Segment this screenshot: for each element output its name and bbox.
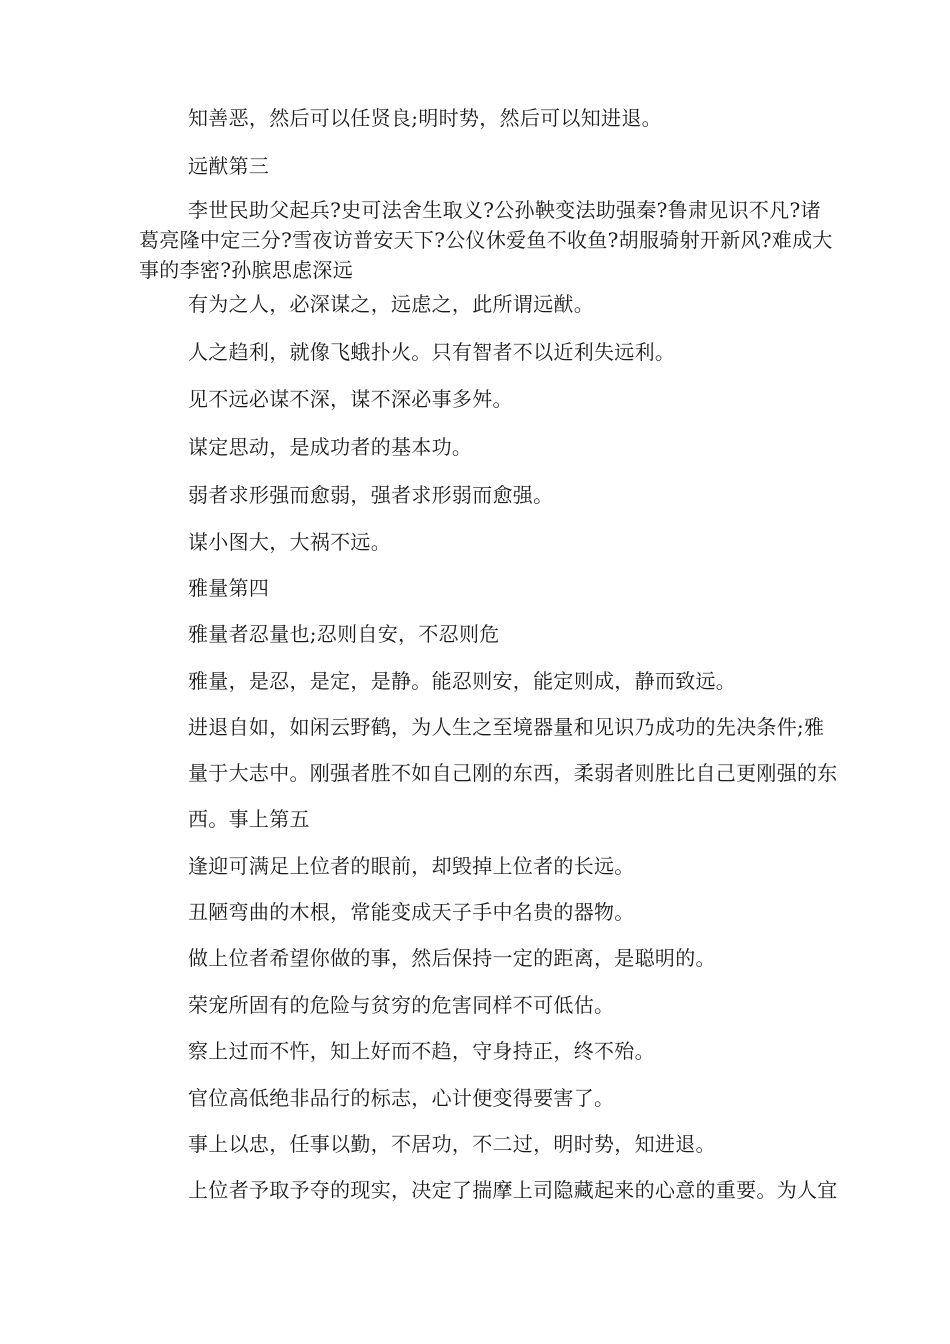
text-paragraph: 李世民助父起兵?史可法舍生取义?公孙鞅变法助强秦?鲁肃见识不凡?诸葛亮隆中定三分?雪夜访普安天下?公仪休爱鱼不收鱼?胡服骑射开新风?难成大事的李密?孙膑思虑深远 bbox=[139, 198, 833, 282]
text-line: 知善恶，然后可以任贤良;明时势，然后可以知进退。 bbox=[188, 106, 662, 130]
section-heading: 雅量第四 bbox=[188, 576, 270, 600]
text-line: 弱者求形强而愈弱，强者求形弱而愈强。 bbox=[188, 483, 554, 507]
text-line: 见不远必谋不深，谋不深必事多舛。 bbox=[188, 387, 513, 411]
text-line: 谋小图大，大祸不远。 bbox=[188, 530, 391, 554]
text-line: 谋定思动，是成功者的基本功。 bbox=[188, 435, 473, 459]
text-line: 荣宠所固有的危险与贫穷的危害同样不可低估。 bbox=[188, 993, 615, 1017]
text-line: 人之趋利，就像飞蛾扑火。只有智者不以近利失远利。 bbox=[188, 340, 676, 364]
text-line: 量于大志中。刚强者胜不如自己刚的东西，柔弱者则胜比自己更刚强的东 bbox=[188, 761, 838, 785]
text-line: 察上过而不忤，知上好而不趋，守身持正，终不殆。 bbox=[188, 1039, 655, 1063]
section-heading: 远猷第三 bbox=[188, 154, 270, 178]
text-line: 雅量，是忍，是定，是静。能忍则安，能定则成，静而致远。 bbox=[188, 669, 737, 693]
text-line: 做上位者希望你做的事，然后保持一定的距离，是聪明的。 bbox=[188, 946, 716, 970]
text-line: 事上以忠，任事以勤，不居功，不二过，明时势，知进退。 bbox=[188, 1132, 716, 1156]
text-line: 西。事上第五 bbox=[188, 807, 310, 831]
text-line: 有为之人，必深谋之，远虑之，此所谓远猷。 bbox=[188, 292, 594, 316]
text-line: 进退自如，如闲云野鹤，为人生之至境器量和见识乃成功的先决条件;雅 bbox=[188, 715, 825, 739]
text-line: 丑陋弯曲的木根，常能变成天子手中名贵的器物。 bbox=[188, 900, 635, 924]
text-line: 上位者予取予夺的现实，决定了揣摩上司隐藏起来的心意的重要。为人宜 bbox=[188, 1178, 838, 1202]
text-line: 逢迎可满足上位者的眼前，却毁掉上位者的长远。 bbox=[188, 854, 635, 878]
text-line: 雅量者忍量也;忍则自安，不忍则危 bbox=[188, 622, 500, 646]
text-line: 官位高低绝非品行的标志，心计便变得要害了。 bbox=[188, 1086, 615, 1110]
